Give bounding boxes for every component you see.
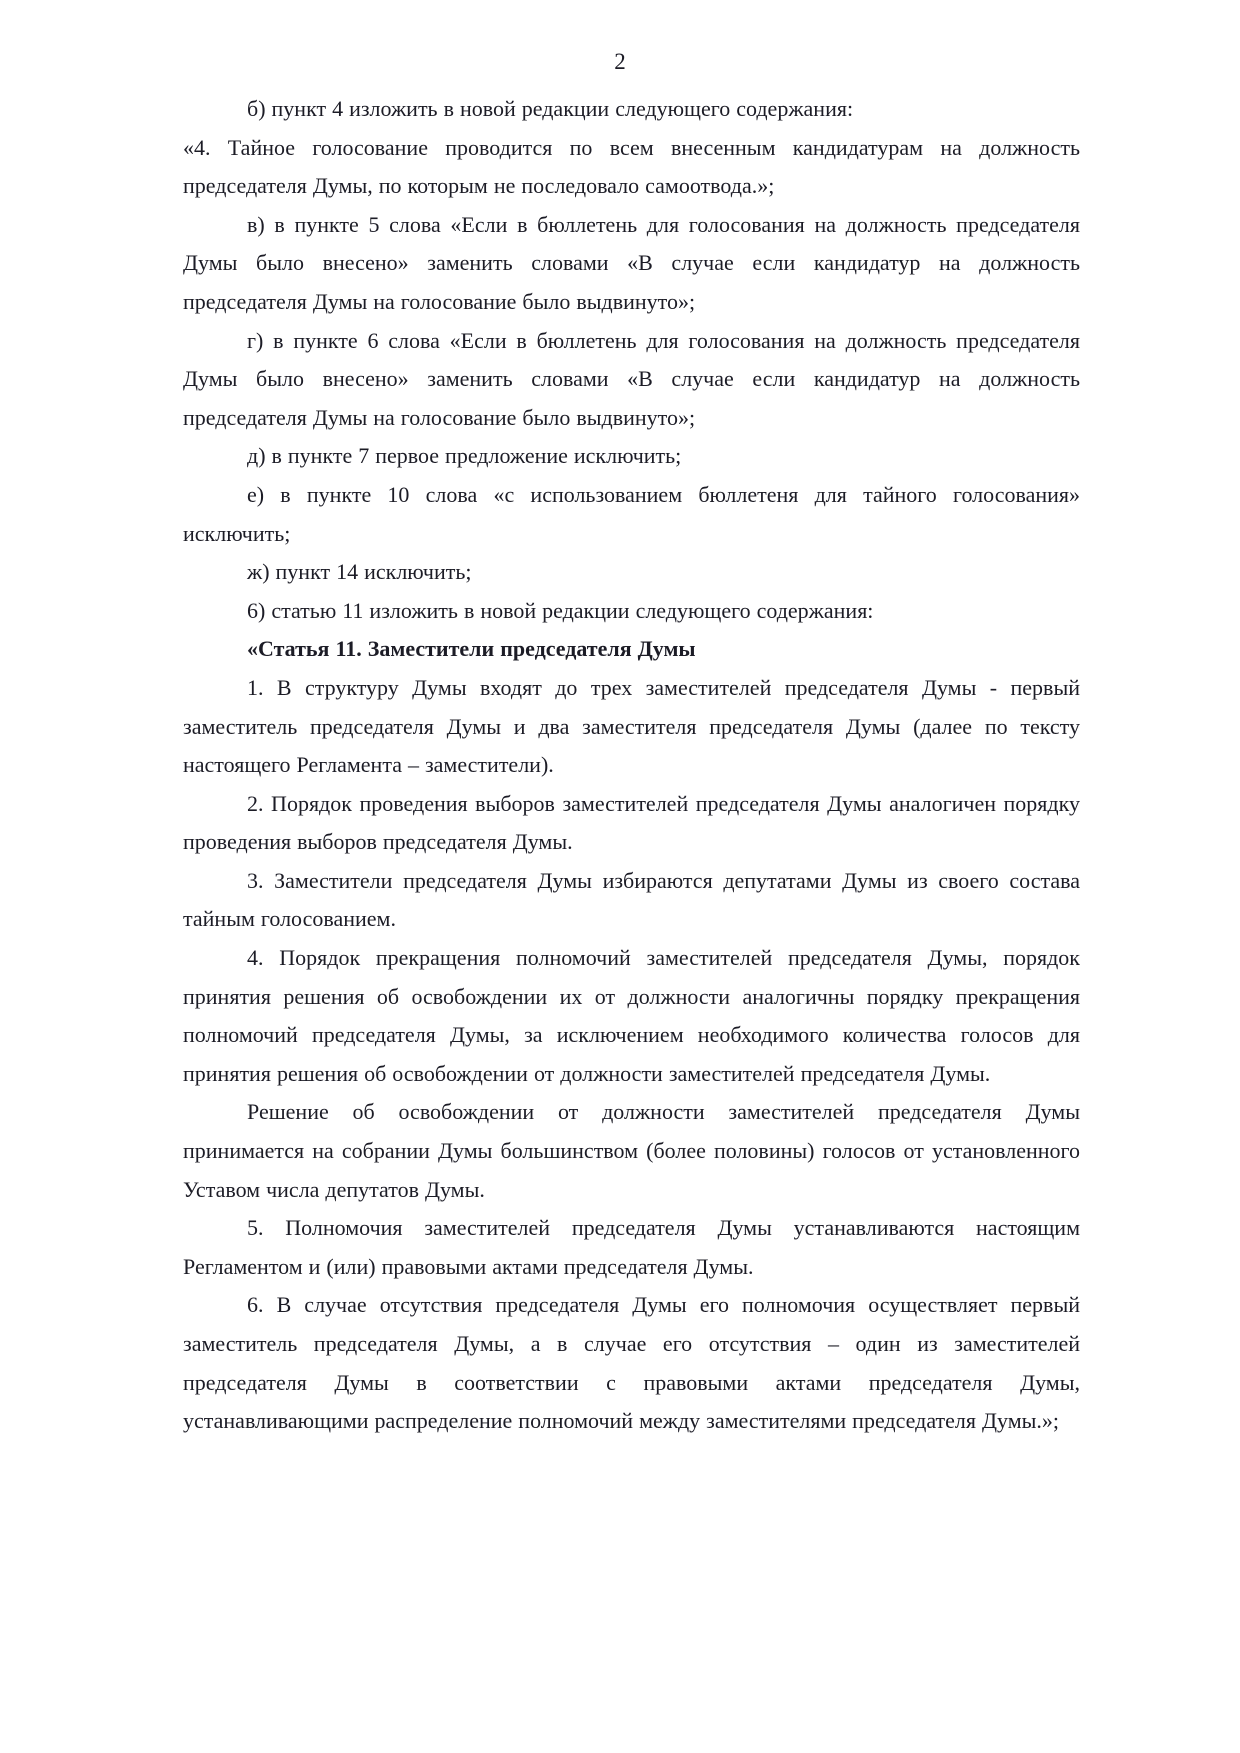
page-number: 2 (614, 49, 626, 74)
paragraph-article-11-point-3: 3. Заместители председателя Думы избираются депутатами Думы из своего состава тайным голосованием. (183, 867, 1080, 932)
paragraph-clause-v: в) в пункте 5 слова «Если в бюллетень для голосования на должность председателя Думы было внесено» заменить словами «В случае если кандидатур на должность председателя Думы на голосование было выдвинуто»; (183, 211, 1080, 314)
paragraph-article-11-point-4: 4. Порядок прекращения полномочий заместителей председателя Думы, порядок принятия решения об освобождении их от должности аналогичны порядку прекращения полномочий председателя Думы, за исключением необходимого количества голосов для принятия решения об освобождении от должности заместителей председателя Думы. (183, 945, 1080, 1086)
paragraph-article-11-point-4-continued: Решение об освобождении от должности заместителей председателя Думы принимается на собрании Думы большинством (более половины) голосов от установленного Уставом числа депутатов Думы. (183, 1099, 1080, 1202)
paragraph-article-11-point-2: 2. Порядок проведения выборов заместителей председателя Думы аналогичен порядку проведения выборов председателя Думы. (183, 790, 1080, 855)
article-11-heading: «Статья 11. Заместители председателя Думы (247, 636, 696, 662)
paragraph-item-6: 6) статью 11 изложить в новой редакции следующего содержания: (247, 597, 874, 623)
paragraph-quoted-point-4: «4. Тайное голосование проводится по всем внесенным кандидатурам на должность председателя Думы, по которым не последовало самоотвода.»; (183, 134, 1080, 199)
paragraph-clause-e: е) в пункте 10 слова «с использованием бюллетеня для тайного голосования» исключить; (183, 481, 1080, 546)
paragraph-article-11-point-1: 1. В структуру Думы входят до трех заместителей председателя Думы - первый заместитель председателя Думы и два заместителя председателя Думы (далее по тексту настоящего Регламента – заместители). (183, 674, 1080, 778)
paragraph-clause-g: г) в пункте 6 слова «Если в бюллетень для голосования на должность председателя Думы было внесено» заменить словами «В случае если кандидатур на должность председателя Думы на голосование было выдвинуто»; (183, 327, 1080, 430)
document-body (183, 90, 1080, 1441)
paragraph-clause-d: д) в пункте 7 первое предложение исключить; (247, 443, 682, 469)
paragraph-clause-b: б) пункт 4 изложить в новой редакции следующего содержания: (247, 96, 854, 121)
paragraph-article-11-point-5: 5. Полномочия заместителей председателя Думы устанавливаются настоящим Регламентом и (или) правовыми актами председателя Думы. (183, 1215, 1080, 1279)
paragraph-clause-zh: ж) пункт 14 исключить; (247, 559, 472, 585)
paragraph-article-11-point-6: 6. В случае отсутствия председателя Думы его полномочия осуществляет первый заместитель председателя Думы, а в случае его отсутствия – один из заместителей председателя Думы в соответствии с правовыми актами председателя Думы, устанавливающими распределение полномочий между заместителями председателя Думы.»; (183, 1292, 1080, 1434)
